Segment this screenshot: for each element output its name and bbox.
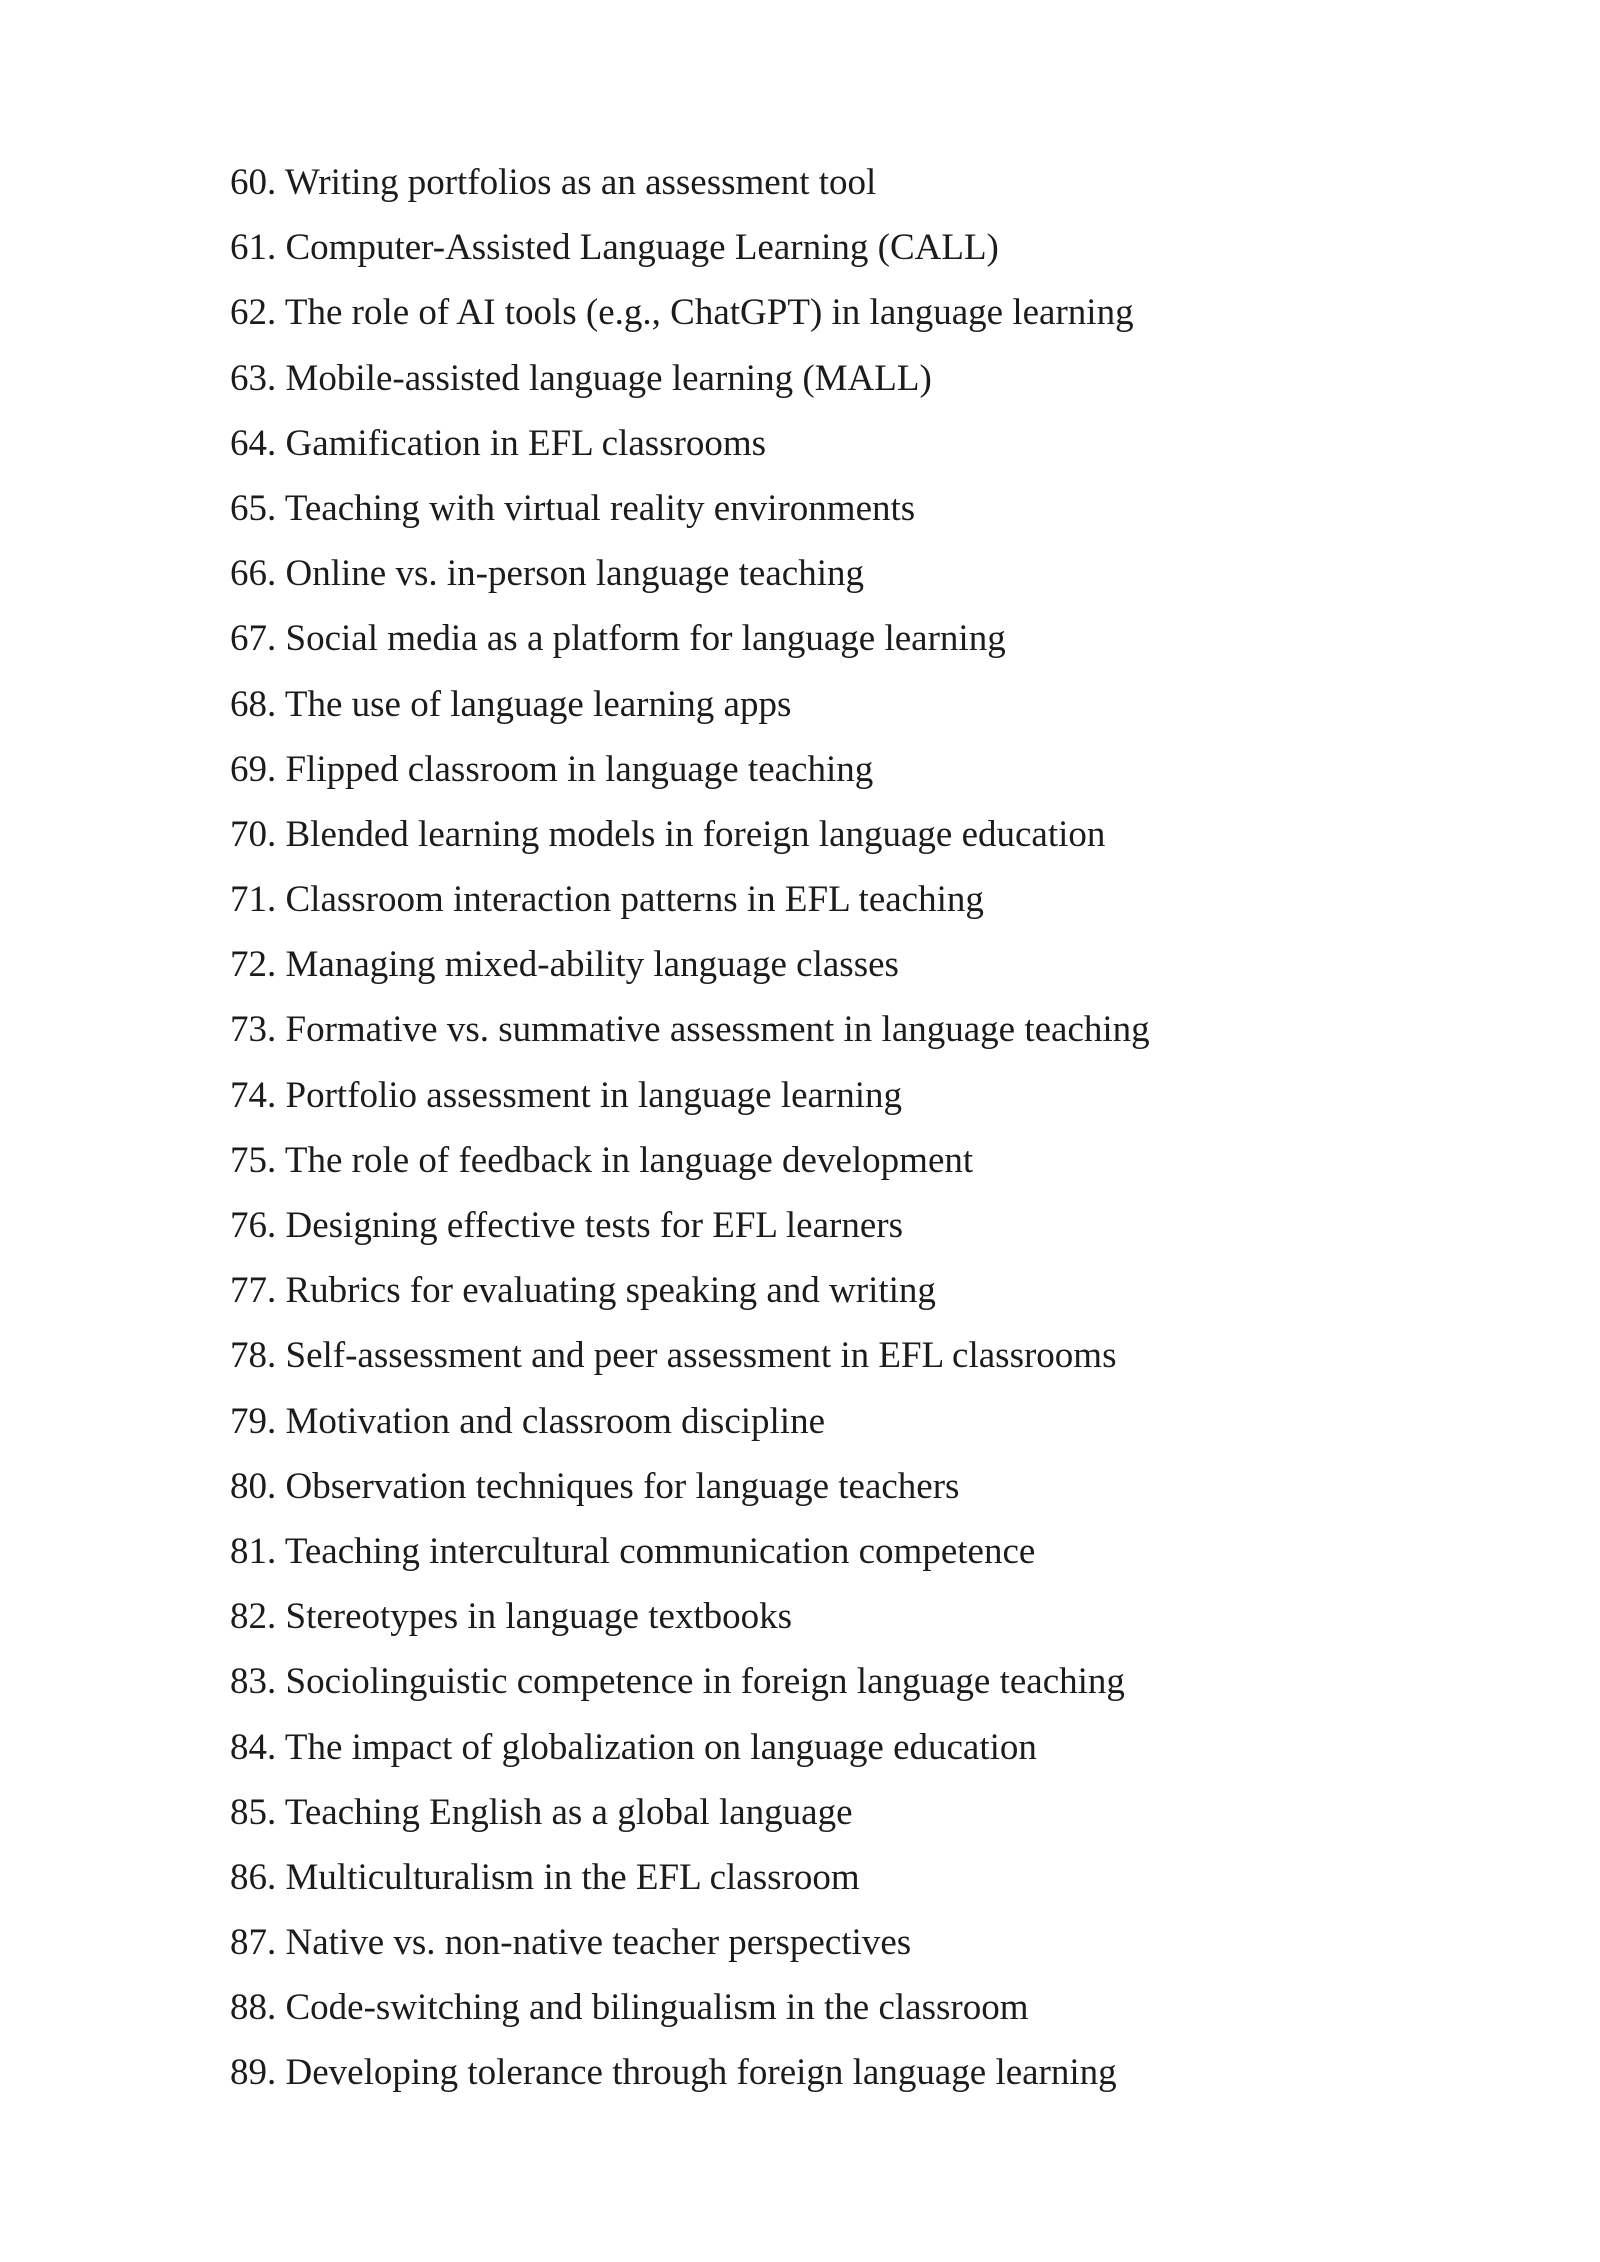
- list-item: [230, 867, 1150, 932]
- item-text: Gamification in EFL classrooms: [285, 422, 767, 464]
- list-item: [230, 1845, 1150, 1910]
- list-item: [230, 346, 1150, 411]
- list-item: [230, 1128, 1150, 1193]
- item-number: 80.: [230, 1465, 277, 1507]
- item-text: The impact of globalization on language education: [284, 1726, 1037, 1768]
- list-item: [230, 932, 1150, 997]
- item-number: 65.: [230, 487, 277, 529]
- item-number: 70.: [230, 813, 277, 855]
- item-number: 78.: [230, 1335, 277, 1377]
- item-text: The role of AI tools (e.g., ChatGPT) in language learning: [284, 292, 1134, 334]
- item-number: 60.: [230, 162, 277, 203]
- item-text: Multiculturalism in the EFL classroom: [285, 1856, 860, 1898]
- list-item: [230, 1454, 1150, 1519]
- list-item: [230, 1715, 1150, 1780]
- item-number: 81.: [230, 1530, 277, 1572]
- item-number: 87.: [230, 1922, 277, 1964]
- item-number: 84.: [230, 1726, 277, 1768]
- item-number: 76.: [230, 1205, 277, 1246]
- list-item: [230, 737, 1150, 802]
- item-number: 74.: [230, 1074, 277, 1116]
- item-text: Blended learning models in foreign language education: [285, 813, 1106, 855]
- item-text: Native vs. non-native teacher perspectives: [285, 1922, 912, 1964]
- item-number: 64.: [230, 422, 277, 464]
- item-text: Designing effective tests for EFL learners: [285, 1205, 903, 1246]
- item-number: 66.: [230, 553, 277, 595]
- item-text: Motivation and classroom discipline: [285, 1400, 825, 1442]
- item-text: Sociolinguistic competence in foreign language teaching: [285, 1661, 1125, 1703]
- list-item: [230, 1323, 1150, 1388]
- list-item: [230, 150, 1150, 215]
- item-number: 71.: [230, 879, 277, 921]
- item-number: 72.: [230, 944, 277, 986]
- item-number: 88.: [230, 1987, 277, 2029]
- list-item: [230, 1584, 1150, 1649]
- item-number: 73.: [230, 1009, 277, 1051]
- item-text: Teaching with virtual reality environments: [284, 487, 916, 529]
- item-number: 69.: [230, 748, 277, 790]
- item-number: 85.: [230, 1791, 277, 1833]
- list-item: [230, 215, 1150, 280]
- item-number: 89.: [230, 2052, 277, 2094]
- list-item: [230, 1975, 1150, 2040]
- item-text: Managing mixed-ability language classes: [285, 944, 899, 986]
- item-number: 77.: [230, 1270, 277, 1312]
- item-text: Writing portfolios as an assessment tool: [284, 162, 877, 203]
- list-item: [230, 2040, 1150, 2105]
- list-item: [230, 1649, 1150, 1714]
- item-text: Social media as a platform for language learning: [285, 618, 1006, 660]
- item-text: Rubrics for evaluating speaking and writing: [285, 1270, 936, 1312]
- list-item: [230, 997, 1150, 1062]
- list-item: [230, 541, 1150, 606]
- list-item: [230, 1389, 1150, 1454]
- list-item: [230, 672, 1150, 737]
- item-number: 62.: [230, 292, 277, 334]
- item-number: 86.: [230, 1856, 277, 1898]
- item-text: Teaching English as a global language: [284, 1791, 853, 1833]
- item-number: 63.: [230, 357, 277, 399]
- list-item: [230, 1193, 1150, 1258]
- list-item: [230, 606, 1150, 671]
- list-item: [230, 280, 1150, 345]
- item-text: Teaching intercultural communication competence: [284, 1530, 1036, 1572]
- item-text: Computer-Assisted Language Learning (CALL): [285, 227, 999, 269]
- item-number: 79.: [230, 1400, 277, 1442]
- item-text: Online vs. in-person language teaching: [285, 553, 864, 595]
- list-item: [230, 1258, 1150, 1323]
- topic-list: [230, 150, 1150, 2106]
- item-text: Classroom interaction patterns in EFL teaching: [285, 879, 984, 921]
- item-text: Portfolio assessment in language learning: [285, 1074, 903, 1116]
- item-text: Self-assessment and peer assessment in EFL classrooms: [285, 1335, 1117, 1377]
- item-text: The role of feedback in language development: [284, 1139, 974, 1181]
- list-item: [230, 1063, 1150, 1128]
- item-number: 82.: [230, 1596, 277, 1638]
- item-number: 83.: [230, 1661, 277, 1703]
- list-item: [230, 802, 1150, 867]
- item-text: Code-switching and bilingualism in the classroom: [285, 1987, 1029, 2029]
- list-item: [230, 1780, 1150, 1845]
- item-number: 75.: [230, 1139, 277, 1181]
- item-text: Developing tolerance through foreign language learning: [285, 2052, 1117, 2094]
- list-item: [230, 1910, 1150, 1975]
- item-text: Formative vs. summative assessment in language teaching: [285, 1009, 1150, 1051]
- item-text: Mobile-assisted language learning (MALL): [285, 357, 932, 399]
- item-number: 67.: [230, 618, 277, 660]
- list-item: [230, 476, 1150, 541]
- item-text: Stereotypes in language textbooks: [285, 1596, 793, 1638]
- list-item: [230, 1519, 1150, 1584]
- item-text: The use of language learning apps: [284, 683, 792, 725]
- item-text: Flipped classroom in language teaching: [285, 748, 874, 790]
- item-number: 61.: [230, 227, 277, 269]
- list-item: [230, 411, 1150, 476]
- item-number: 68.: [230, 683, 277, 725]
- item-text: Observation techniques for language teachers: [285, 1465, 960, 1507]
